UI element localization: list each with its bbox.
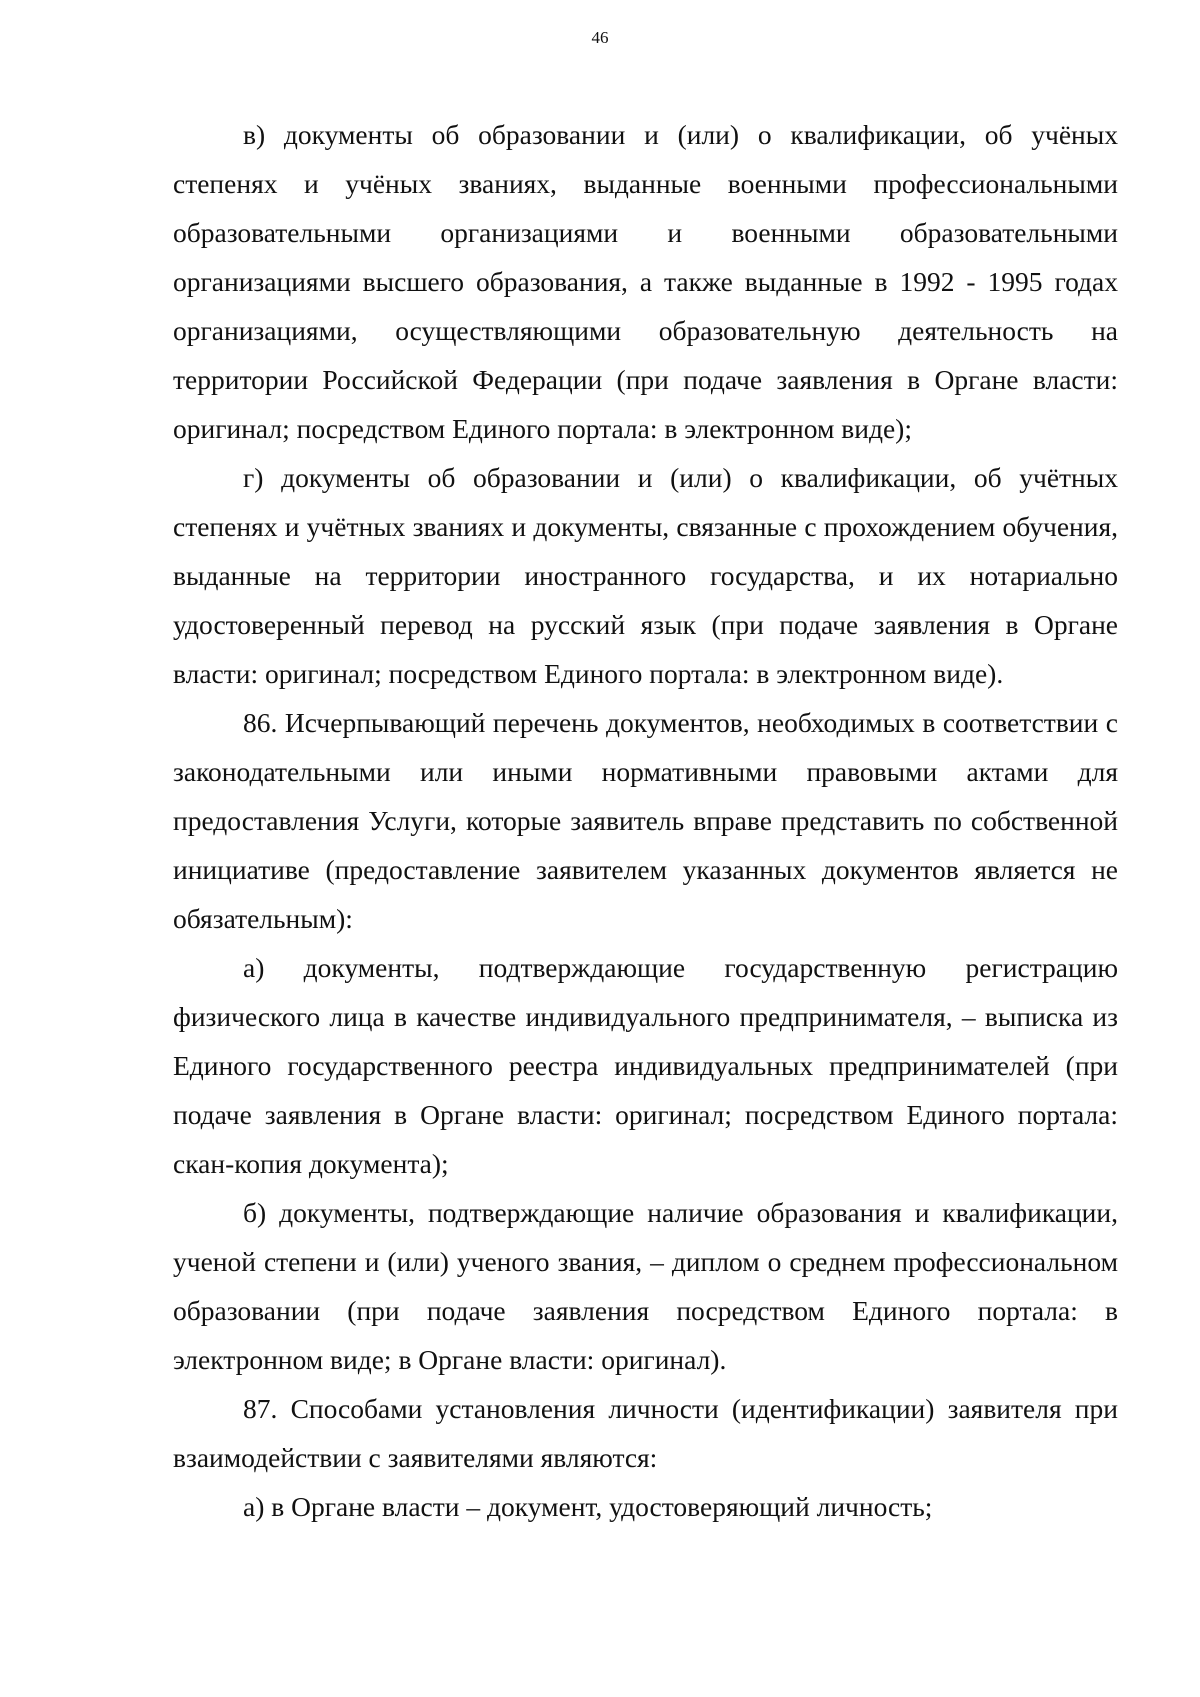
paragraph-87-identification-methods: 87. Способами установления личности (идентификации) заявителя при взаимодействии с заявителями являются: <box>173 1393 1118 1473</box>
paragraph-v-education-documents: в) документы об образовании и (или) о квалификации, об учёных степенях и учёных званиях, выданные военными профессиональными образовательными организациями и военными образовательными организациями высшего образования, а также выданные в 1992 - 1995 годах организациями, осуществляющими образовательную деятельность на территории Российской Федерации (при подаче заявления в Органе власти: оригинал; посредством Единого портала: в электронном виде); <box>173 119 1118 444</box>
paragraph-a-identity-document: а) в Органе власти – документ, удостоверяющий личность; <box>243 1491 933 1522</box>
document-body <box>173 110 1118 1531</box>
page-number: 46 <box>591 28 609 47</box>
paragraph-b-diploma: б) документы, подтверждающие наличие образования и квалификации, ученой степени и (или) ученого звания, – диплом о среднем профессиональном образовании (при подаче заявления посредством Единого портала: в электронном виде; в Органе власти: оригинал). <box>173 1197 1118 1375</box>
paragraph-a-entrepreneur-registration: а) документы, подтверждающие государственную регистрацию физического лица в качестве индивидуального предпринимателя, – выписка из Единого государственного реестра индивидуальных предпринимателей (при подаче заявления в Органе власти: оригинал; посредством Единого портала: скан-копия документа); <box>173 952 1118 1179</box>
paragraph-86-optional-documents: 86. Исчерпывающий перечень документов, необходимых в соответствии с законодательными или иными нормативными правовыми актами для предоставления Услуги, которые заявитель вправе представить по собственной инициативе (предоставление заявителем указанных документов является не обязательным): <box>173 707 1118 934</box>
paragraph-g-foreign-documents: г) документы об образовании и (или) о квалификации, об учётных степенях и учётных званиях и документы, связанные с прохождением обучения, выданные на территории иностранного государства, и их нотариально удостоверенный перевод на русский язык (при подаче заявления в Органе власти: оригинал; посредством Единого портала: в электронном виде). <box>173 462 1118 689</box>
